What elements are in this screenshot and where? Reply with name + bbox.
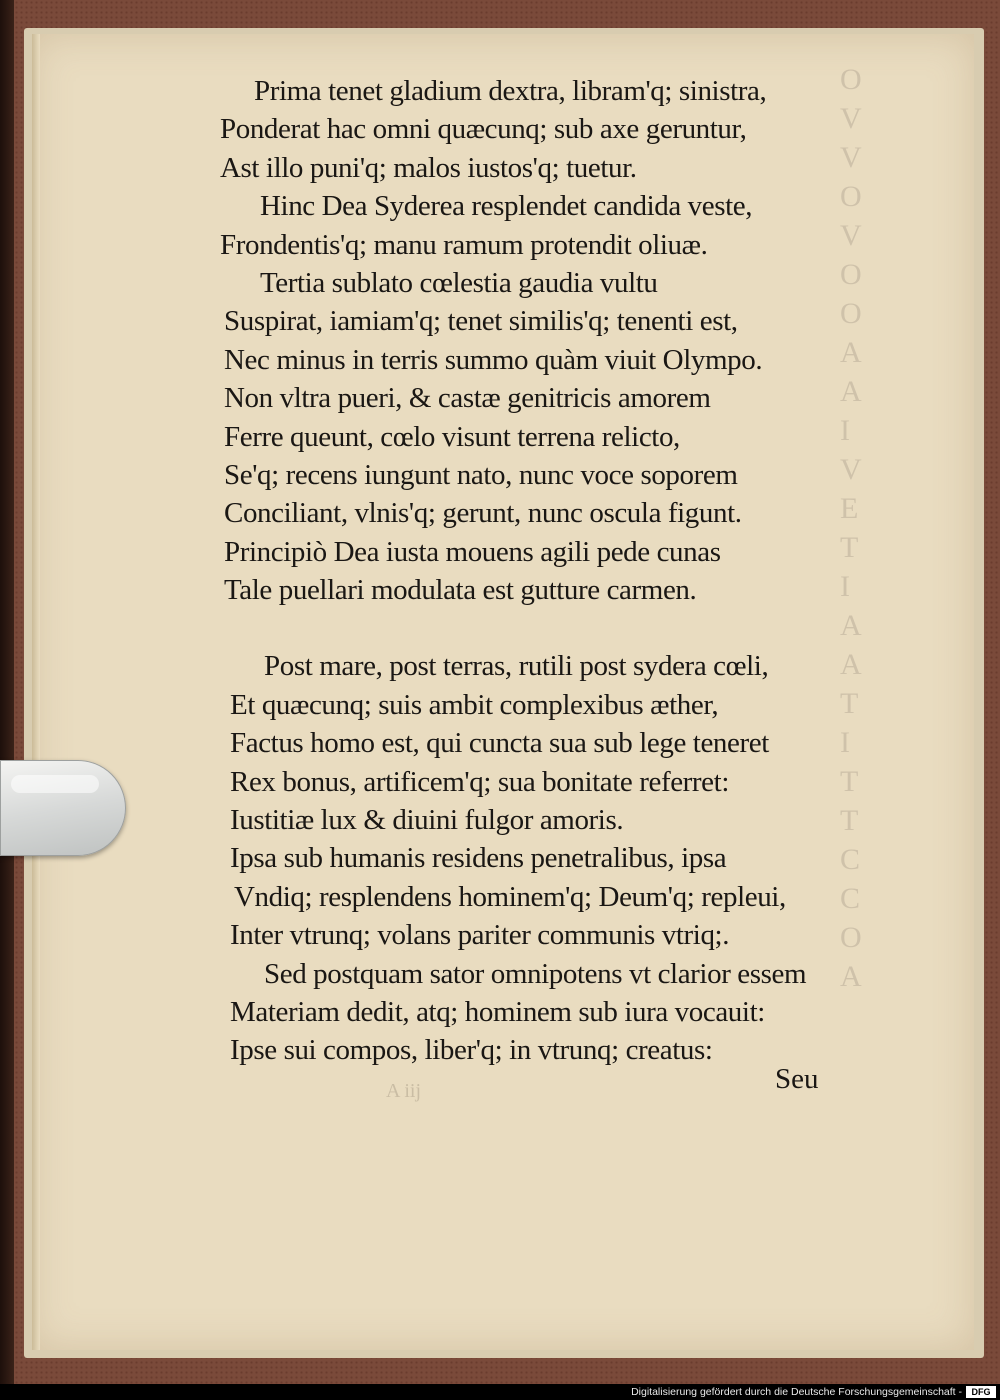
text-line: Factus homo est, qui cuncta sua sub lege teneret bbox=[230, 727, 769, 760]
text-line: Ipsa sub humanis residens penetralibus, ipsa bbox=[230, 842, 727, 875]
text-line: Tertia sublato cœlestia gaudia vultu bbox=[260, 266, 658, 299]
text-line: Iustitiæ lux & diuini fulgor amoris. bbox=[230, 804, 624, 837]
book-spine-edge bbox=[0, 0, 14, 1384]
text-line: Principiò Dea iusta mouens agili pede cunas bbox=[224, 535, 721, 568]
bleed-through-text: O V V O V O O A A I V E T I A A T I T T C C O A bbox=[840, 63, 862, 993]
text-line: Hinc Dea Syderea resplendet candida veste, bbox=[260, 190, 753, 223]
text-line: Inter vtrunq; volans pariter communis vtriq;. bbox=[230, 919, 730, 952]
text-line: Rex bonus, artificem'q; sua bonitate referret: bbox=[230, 765, 729, 798]
poem-block-2 bbox=[220, 647, 900, 1069]
text-line: Non vltra pueri, & castæ genitricis amorem bbox=[224, 382, 711, 415]
text-line: Se'q; recens iungunt nato, nunc voce soporem bbox=[224, 458, 738, 491]
poem-text bbox=[220, 72, 900, 1070]
text-line: Ipse sui compos, liber'q; in vtrunq; creatus: bbox=[230, 1034, 713, 1067]
text-line: Nec minus in terris summo quàm viuit Olympo. bbox=[224, 343, 763, 376]
text-line: Vndiq; resplendens hominem'q; Deum'q; repleui, bbox=[234, 880, 786, 913]
signature-mark: A iij bbox=[386, 1080, 422, 1102]
text-line: Ast illo puni'q; malos iustos'q; tuetur. bbox=[220, 151, 637, 184]
page-clip bbox=[0, 760, 126, 856]
text-line: Tale puellari modulata est gutture carmen. bbox=[224, 574, 697, 607]
text-line: Post mare, post terras, rutili post sydera cœli, bbox=[264, 650, 769, 683]
text-line: Ferre queunt, cœlo visunt terrena relicto, bbox=[224, 420, 680, 453]
text-line: Et quæcunq; suis ambit complexibus æther, bbox=[230, 688, 719, 721]
text-line: Materiam dedit, atq; hominem sub iura vocauit: bbox=[230, 995, 765, 1028]
text-line: Suspirat, iamiam'q; tenet similis'q; tenenti est, bbox=[224, 305, 738, 338]
text-line: Conciliant, vlnis'q; gerunt, nunc oscula figunt. bbox=[224, 497, 742, 530]
text-line: Sed postquam sator omnipotens vt clarior essem bbox=[264, 957, 807, 990]
dfg-logo-icon: DFG bbox=[966, 1386, 996, 1398]
stanza-gap bbox=[220, 609, 900, 647]
catchword: Seu bbox=[775, 1063, 819, 1095]
text-line: Ponderat hac omni quæcunq; sub axe geruntur, bbox=[220, 113, 747, 146]
text-line: Frondentis'q; manu ramum protendit oliuæ. bbox=[220, 228, 708, 261]
footer-text: Digitalisierung gefördert durch die Deutsche Forschungsgemeinschaft - bbox=[631, 1386, 962, 1398]
poem-block-1 bbox=[220, 72, 900, 609]
digitization-footer bbox=[0, 1384, 1000, 1400]
page-gutter bbox=[32, 34, 40, 1350]
text-line: Prima tenet gladium dextra, libram'q; sinistra, bbox=[254, 75, 767, 107]
